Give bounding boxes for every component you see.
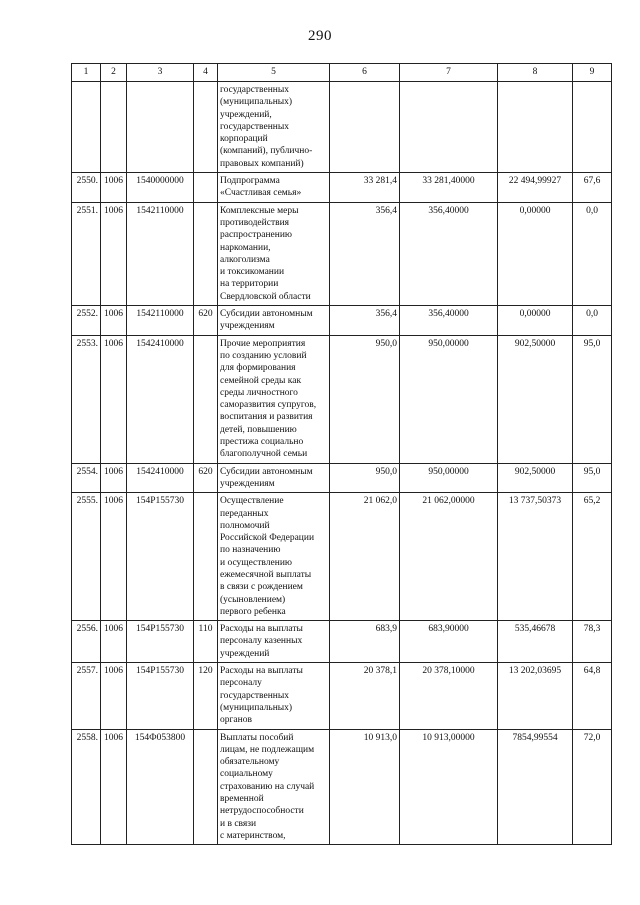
executed-amount: 13 202,03695 <box>498 663 573 729</box>
row-description <box>218 173 330 203</box>
execution-percent: 95,0 <box>573 463 612 493</box>
expense-kind: 620 <box>194 306 218 336</box>
description-line: семейной среды как <box>220 375 302 386</box>
table-row <box>72 493 612 621</box>
plan-amount: 20 378,1 <box>330 663 400 729</box>
description-line: учреждениям <box>220 478 275 489</box>
description-line: государственных <box>220 690 290 701</box>
description-line: воспитания и развития <box>220 412 313 423</box>
row-number: 2553. <box>72 335 101 463</box>
section-code: 1006 <box>101 173 127 203</box>
header-cell: 8 <box>498 64 573 82</box>
execution-percent: 72,0 <box>573 729 612 845</box>
description-line: для формирования <box>220 363 296 374</box>
header-cell: 7 <box>400 64 498 82</box>
description-line: Российской Федерации <box>220 533 315 544</box>
row-description <box>218 463 330 493</box>
refined-amount: 950,00000 <box>400 463 498 493</box>
table-row <box>72 335 612 463</box>
expense-kind: 620 <box>194 463 218 493</box>
description-line: (муниципальных) <box>220 97 293 108</box>
target-code: 1542110000 <box>127 306 194 336</box>
description-line: в связи с рождением <box>220 582 303 593</box>
expense-kind <box>194 202 218 305</box>
plan-amount: 950,0 <box>330 463 400 493</box>
row-number: 2551. <box>72 202 101 305</box>
description-line: саморазвития супругов, <box>220 400 317 411</box>
execution-percent: 65,2 <box>573 493 612 621</box>
row-number: 2557. <box>72 663 101 729</box>
description-line: детей, повышению <box>220 424 297 435</box>
description-line: Прочие мероприятия <box>220 338 306 349</box>
section-code: 1006 <box>101 493 127 621</box>
description-line: благополучной семьи <box>220 449 308 460</box>
row-description <box>218 621 330 663</box>
section-code: 1006 <box>101 463 127 493</box>
row-number: 2555. <box>72 493 101 621</box>
description-line: лицам, не подлежащим <box>220 744 315 755</box>
page-number: 290 <box>308 28 332 44</box>
row-number: 2558. <box>72 729 101 845</box>
plan-amount: 950,0 <box>330 335 400 463</box>
description-line: наркомании, <box>220 242 271 253</box>
row-description <box>218 729 330 845</box>
refined-amount: 683,90000 <box>400 621 498 663</box>
target-code: 154P155730 <box>127 493 194 621</box>
target-code: 1542410000 <box>127 335 194 463</box>
refined-amount: 950,00000 <box>400 335 498 463</box>
section-code: 1006 <box>101 729 127 845</box>
expense-kind: 110 <box>194 621 218 663</box>
target-code: 1542410000 <box>127 463 194 493</box>
description-line: социальному <box>220 769 273 780</box>
refined-amount: 20 378,10000 <box>400 663 498 729</box>
description-line: Подпрограмма <box>220 176 280 187</box>
table-row <box>72 729 612 845</box>
header-cell: 9 <box>573 64 612 82</box>
description-line: нетрудоспособности <box>220 806 304 817</box>
header-cell: 3 <box>127 64 194 82</box>
description-line: на территории <box>220 279 279 290</box>
target-code: 1540000000 <box>127 173 194 203</box>
executed-amount: 22 494,99927 <box>498 173 573 203</box>
description-line: учреждений <box>220 648 270 659</box>
description-line: персоналу <box>220 678 262 689</box>
table-row <box>72 663 612 729</box>
description-line: Комплексные меры <box>220 205 299 216</box>
executed-amount: 7854,99554 <box>498 729 573 845</box>
description-line: алкоголизма <box>220 254 270 265</box>
row-description <box>218 663 330 729</box>
description-line: распространению <box>220 230 293 241</box>
refined-amount: 356,40000 <box>400 306 498 336</box>
description-line: Субсидии автономным <box>220 466 313 477</box>
executed-amount: 902,50000 <box>498 335 573 463</box>
row-number: 2552. <box>72 306 101 336</box>
expense-kind <box>194 729 218 845</box>
execution-percent: 67,6 <box>573 173 612 203</box>
header-cell: 5 <box>218 64 330 82</box>
description-line: Расходы на выплаты <box>220 666 303 677</box>
description-line: ежемесячной выплаты <box>220 569 312 580</box>
row-description <box>218 493 330 621</box>
executed-amount: 13 737,50373 <box>498 493 573 621</box>
header-cell: 4 <box>194 64 218 82</box>
row-description <box>218 335 330 463</box>
section-code: 1006 <box>101 306 127 336</box>
expense-kind <box>194 335 218 463</box>
continuation-row <box>72 82 612 173</box>
row-description <box>218 202 330 305</box>
plan-amount: 33 281,4 <box>330 173 400 203</box>
description-line: с материнством, <box>220 830 286 841</box>
row-description <box>218 82 330 173</box>
description-line: страхованию на случай <box>220 781 315 792</box>
description-line: правовых компаний) <box>220 158 304 169</box>
description-line: Свердловской области <box>220 291 311 302</box>
description-line: «Счастливая семья» <box>220 188 302 199</box>
refined-amount: 21 062,00000 <box>400 493 498 621</box>
header-row <box>72 64 612 82</box>
header-cell: 2 <box>101 64 127 82</box>
executed-amount: 0,00000 <box>498 202 573 305</box>
refined-amount: 10 913,00000 <box>400 729 498 845</box>
description-line: (усыновлением) <box>220 594 286 605</box>
section-code: 1006 <box>101 335 127 463</box>
plan-amount: 356,4 <box>330 202 400 305</box>
execution-percent: 64,8 <box>573 663 612 729</box>
executed-amount: 902,50000 <box>498 463 573 493</box>
expense-kind <box>194 493 218 621</box>
description-line: органов <box>220 715 252 726</box>
target-code: 1542110000 <box>127 202 194 305</box>
refined-amount: 356,40000 <box>400 202 498 305</box>
plan-amount: 21 062,0 <box>330 493 400 621</box>
description-line: по созданию условий <box>220 350 307 361</box>
execution-percent: 0,0 <box>573 306 612 336</box>
executed-amount: 535,46678 <box>498 621 573 663</box>
description-line: (муниципальных) <box>220 702 293 713</box>
description-line: Осуществление <box>220 496 284 507</box>
section-code: 1006 <box>101 621 127 663</box>
description-line: и осуществлению <box>220 557 293 568</box>
table-row <box>72 202 612 305</box>
executed-amount: 0,00000 <box>498 306 573 336</box>
section-code: 1006 <box>101 202 127 305</box>
table-row <box>72 173 612 203</box>
description-line: государственных <box>220 85 290 95</box>
description-line: государственных <box>220 121 290 132</box>
execution-percent: 95,0 <box>573 335 612 463</box>
target-code: 154Ф053800 <box>127 729 194 845</box>
row-number: 2550. <box>72 173 101 203</box>
description-line: временной <box>220 794 264 805</box>
target-code: 154P155730 <box>127 621 194 663</box>
description-line: и в связи <box>220 818 257 829</box>
description-line: учреждениям <box>220 321 275 332</box>
target-code: 154P155730 <box>127 663 194 729</box>
description-line: Выплаты пособий <box>220 732 294 743</box>
description-line: Субсидии автономным <box>220 309 313 320</box>
header-cell: 6 <box>330 64 400 82</box>
expense-kind <box>194 173 218 203</box>
description-line: корпораций <box>220 134 268 145</box>
description-line: учреждений, <box>220 109 272 120</box>
plan-amount: 10 913,0 <box>330 729 400 845</box>
execution-percent: 0,0 <box>573 202 612 305</box>
row-description <box>218 306 330 336</box>
section-code: 1006 <box>101 663 127 729</box>
description-line: персоналу казенных <box>220 636 303 647</box>
plan-amount: 683,9 <box>330 621 400 663</box>
table-row <box>72 621 612 663</box>
description-line: престижа социально <box>220 437 304 448</box>
execution-percent: 78,3 <box>573 621 612 663</box>
description-line: по назначению <box>220 545 281 556</box>
refined-amount: 33 281,40000 <box>400 173 498 203</box>
description-line: первого ребенка <box>220 606 286 617</box>
plan-amount: 356,4 <box>330 306 400 336</box>
table-row <box>72 306 612 336</box>
row-number: 2554. <box>72 463 101 493</box>
budget-table <box>71 63 612 845</box>
description-line: Расходы на выплаты <box>220 624 303 635</box>
description-line: среды личностного <box>220 387 298 398</box>
description-line: и токсикомании <box>220 267 285 278</box>
description-line: полномочий <box>220 520 270 531</box>
table-row <box>72 463 612 493</box>
row-number: 2556. <box>72 621 101 663</box>
expense-kind: 120 <box>194 663 218 729</box>
description-line: переданных <box>220 508 269 519</box>
description-line: противодействия <box>220 217 290 228</box>
description-line: (компаний), публично- <box>220 146 313 157</box>
header-cell: 1 <box>72 64 101 82</box>
description-line: обязательному <box>220 757 280 768</box>
